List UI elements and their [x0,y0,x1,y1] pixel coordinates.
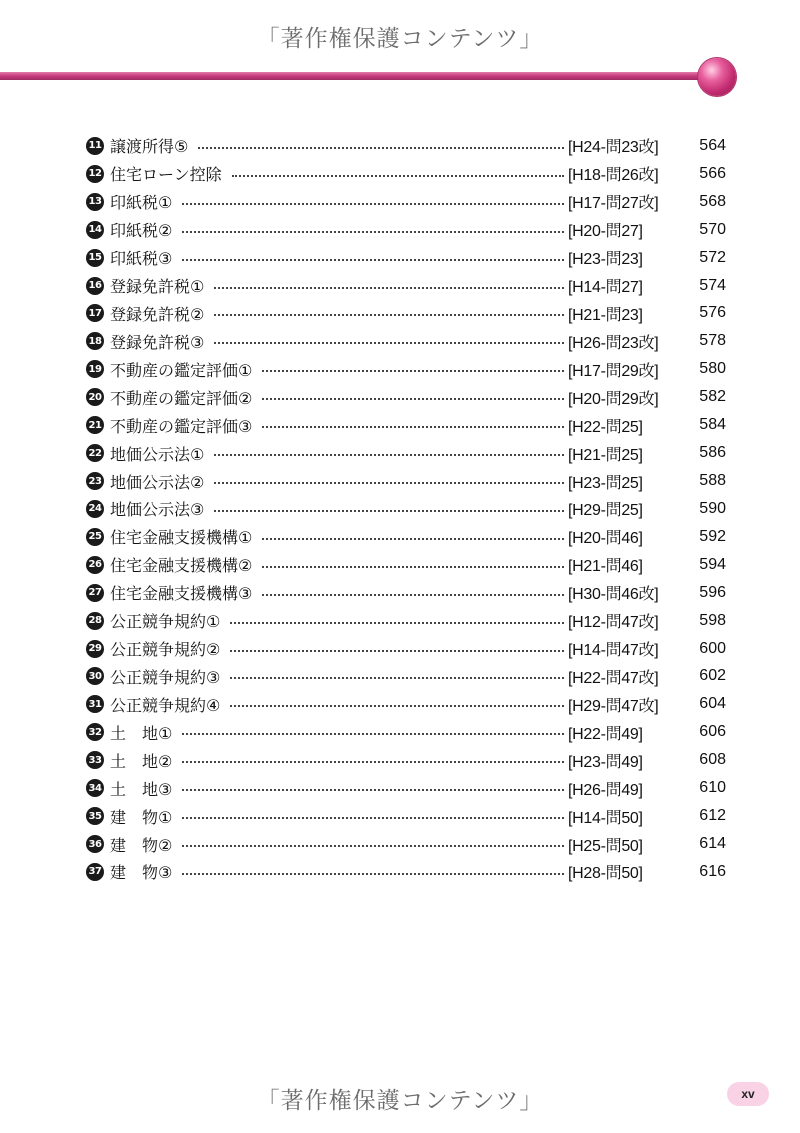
entry-page-number: 580 [699,360,726,378]
toc-entry[interactable] [86,718,726,746]
entry-exam-reference: [H23-問49] [568,753,643,771]
entry-title: 不動産の鑑定評価① [110,360,253,380]
entry-number-badge: 27 [86,584,104,602]
entry-page-number: 576 [699,304,726,322]
toc-entry[interactable] [86,160,726,188]
entry-page-number: 586 [699,444,726,462]
entry-title: 公正競争規約② [110,640,221,660]
entry-title: 登録免許税③ [110,332,205,352]
toc-entry[interactable] [86,523,726,551]
entry-exam-reference: [H21-問46] [568,558,643,576]
entry-number-badge: 14 [86,221,104,239]
toc-entry[interactable] [86,690,726,718]
dot-leader [182,761,564,763]
entry-title: 土 地③ [110,779,173,799]
entry-number-badge: 25 [86,528,104,546]
entry-number-badge: 16 [86,277,104,295]
dot-leader [230,650,564,652]
entry-number-badge: 21 [86,416,104,434]
entry-exam-reference: [H26-問23改] [568,334,659,352]
dot-leader [262,398,564,400]
entry-page-number: 604 [699,695,726,713]
entry-page-number: 612 [699,807,726,825]
toc-entry[interactable] [86,327,726,355]
entry-exam-reference: [H14-問47改] [568,642,659,660]
entry-title: 不動産の鑑定評価③ [110,416,253,436]
entry-title: 公正競争規約④ [110,695,221,715]
entry-page-number: 602 [699,667,726,685]
toc-entry[interactable] [86,272,726,300]
header-accent-dot [698,58,736,96]
dot-leader [230,705,564,707]
entry-number-badge: 18 [86,332,104,350]
entry-exam-reference: [H20-問27] [568,223,643,241]
entry-page-number: 574 [699,276,726,294]
dot-leader [182,733,564,735]
entry-title: 建 物③ [110,863,173,883]
toc-entry[interactable] [86,774,726,802]
entry-title: 建 物② [110,835,173,855]
entry-number-badge: 13 [86,193,104,211]
entry-title: 譲渡所得⑤ [110,137,189,157]
entry-number-badge: 19 [86,360,104,378]
toc-entry[interactable] [86,607,726,635]
entry-page-number: 600 [699,639,726,657]
entry-page-number: 570 [699,220,726,238]
entry-title: 登録免許税① [110,277,205,297]
toc-entry[interactable] [86,551,726,579]
entry-page-number: 614 [699,835,726,852]
entry-number-badge: 36 [86,835,104,853]
entry-exam-reference: [H21-問25] [568,446,643,464]
page-number-badge: xv [727,1082,769,1106]
entry-number-badge: 12 [86,165,104,183]
dot-leader [214,342,564,344]
entry-exam-reference: [H12-問47改] [568,614,659,632]
toc-entry[interactable] [86,495,726,523]
entry-page-number: 564 [699,136,726,154]
header-accent-bar [0,72,712,80]
entry-page-number: 592 [699,527,726,545]
entry-page-number: 582 [699,388,726,406]
entry-title: 住宅金融支援機構② [110,556,253,576]
entry-title: 公正競争規約① [110,612,221,632]
entry-number-badge: 15 [86,249,104,267]
table-of-contents [86,132,726,886]
entry-title: 土 地② [110,751,173,771]
dot-leader [262,370,564,372]
toc-entry[interactable] [86,300,726,328]
dot-leader [182,817,564,819]
entry-page-number: 590 [699,499,726,517]
entry-page-number: 566 [699,164,726,182]
entry-exam-reference: [H23-問23] [568,251,643,269]
entry-number-badge: 31 [86,695,104,713]
entry-page-number: 578 [699,332,726,350]
entry-number-badge: 20 [86,388,104,406]
dot-leader [182,203,564,205]
entry-title: 地価公示法① [110,444,205,464]
entry-exam-reference: [H29-問25] [568,502,643,520]
dot-leader [214,482,564,484]
entry-page-number: 608 [699,751,726,769]
toc-entry[interactable] [86,858,726,886]
entry-exam-reference: [H14-問27] [568,279,643,297]
entry-number-badge: 23 [86,472,104,490]
dot-leader [262,566,564,568]
entry-exam-reference: [H21-問23] [568,306,643,324]
entry-page-number: 572 [699,248,726,266]
entry-exam-reference: [H20-問46] [568,530,643,548]
entry-number-badge: 37 [86,863,104,881]
entry-title: 建 物① [110,807,173,827]
entry-title: 地価公示法③ [110,500,205,520]
toc-entry[interactable] [86,635,726,663]
entry-exam-reference: [H30-問46改] [568,586,659,604]
entry-page-number: 588 [699,472,726,490]
toc-entry[interactable] [86,244,726,272]
dot-leader [214,314,564,316]
dot-leader [214,287,564,289]
dot-leader [182,873,564,875]
entry-exam-reference: [H22-問47改] [568,669,659,687]
dot-leader [232,175,564,177]
dot-leader [262,538,564,540]
entry-title: 住宅金融支援機構③ [110,584,253,604]
entry-exam-reference: [H28-問50] [568,865,643,883]
entry-page-number: 568 [699,192,726,210]
dot-leader [182,231,564,233]
toc-entry[interactable] [86,746,726,774]
entry-page-number: 584 [699,416,726,434]
dot-leader [182,789,564,791]
entry-number-badge: 35 [86,807,104,825]
entry-title: 地価公示法② [110,472,205,492]
toc-entry[interactable] [86,830,726,858]
entry-page-number: 596 [699,583,726,601]
dot-leader [182,259,564,261]
entry-number-badge: 26 [86,556,104,574]
entry-exam-reference: [H18-問26改] [568,167,659,185]
toc-entry[interactable] [86,439,726,467]
entry-page-number: 610 [699,779,726,797]
entry-title: 公正競争規約③ [110,667,221,687]
entry-page-number: 594 [699,555,726,573]
dot-leader [262,426,564,428]
entry-title: 住宅ローン控除 [110,165,222,185]
dot-leader [214,454,564,456]
entry-number-badge: 28 [86,612,104,630]
entry-exam-reference: [H20-問29改] [568,390,659,408]
dot-leader [230,677,564,679]
entry-number-badge: 29 [86,640,104,658]
entry-number-badge: 32 [86,723,104,741]
toc-entry[interactable] [86,579,726,607]
toc-entry[interactable] [86,383,726,411]
entry-number-badge: 11 [86,137,104,155]
watermark-bottom: 「著作権保護コンテンツ」 [256,1088,544,1114]
toc-entry[interactable] [86,467,726,495]
toc-entry[interactable] [86,355,726,383]
entry-exam-reference: [H22-問25] [568,418,643,436]
entry-exam-reference: [H25-問50] [568,837,643,855]
entry-title: 土 地① [110,723,173,743]
entry-title: 印紙税③ [110,249,173,269]
entry-number-badge: 33 [86,751,104,769]
entry-number-badge: 17 [86,304,104,322]
entry-exam-reference: [H17-問27改] [568,195,659,213]
toc-entry[interactable] [86,216,726,244]
entry-number-badge: 30 [86,667,104,685]
entry-number-badge: 24 [86,500,104,518]
entry-exam-reference: [H17-問29改] [568,362,659,380]
entry-title: 印紙税① [110,193,173,213]
entry-page-number: 606 [699,723,726,741]
entry-exam-reference: [H29-問47改] [568,697,659,715]
dot-leader [214,510,564,512]
watermark-top: 「著作権保護コンテンツ」 [256,26,544,52]
entry-page-number: 598 [699,611,726,629]
dot-leader [198,147,564,149]
entry-title: 登録免許税② [110,304,205,324]
toc-entry[interactable] [86,132,726,160]
entry-page-number: 616 [699,862,726,880]
entry-title: 住宅金融支援機構① [110,528,253,548]
entry-exam-reference: [H22-問49] [568,725,643,743]
entry-title: 印紙税② [110,221,173,241]
toc-entry[interactable] [86,411,726,439]
entry-number-badge: 34 [86,779,104,797]
dot-leader [182,845,564,847]
entry-exam-reference: [H14-問50] [568,809,643,827]
entry-exam-reference: [H26-問49] [568,781,643,799]
toc-entry[interactable] [86,188,726,216]
entry-number-badge: 22 [86,444,104,462]
toc-entry[interactable] [86,663,726,691]
dot-leader [262,594,564,596]
entry-title: 不動産の鑑定評価② [110,388,253,408]
dot-leader [230,622,564,624]
toc-entry[interactable] [86,802,726,830]
entry-exam-reference: [H24-問23改] [568,139,659,157]
entry-exam-reference: [H23-問25] [568,474,643,492]
